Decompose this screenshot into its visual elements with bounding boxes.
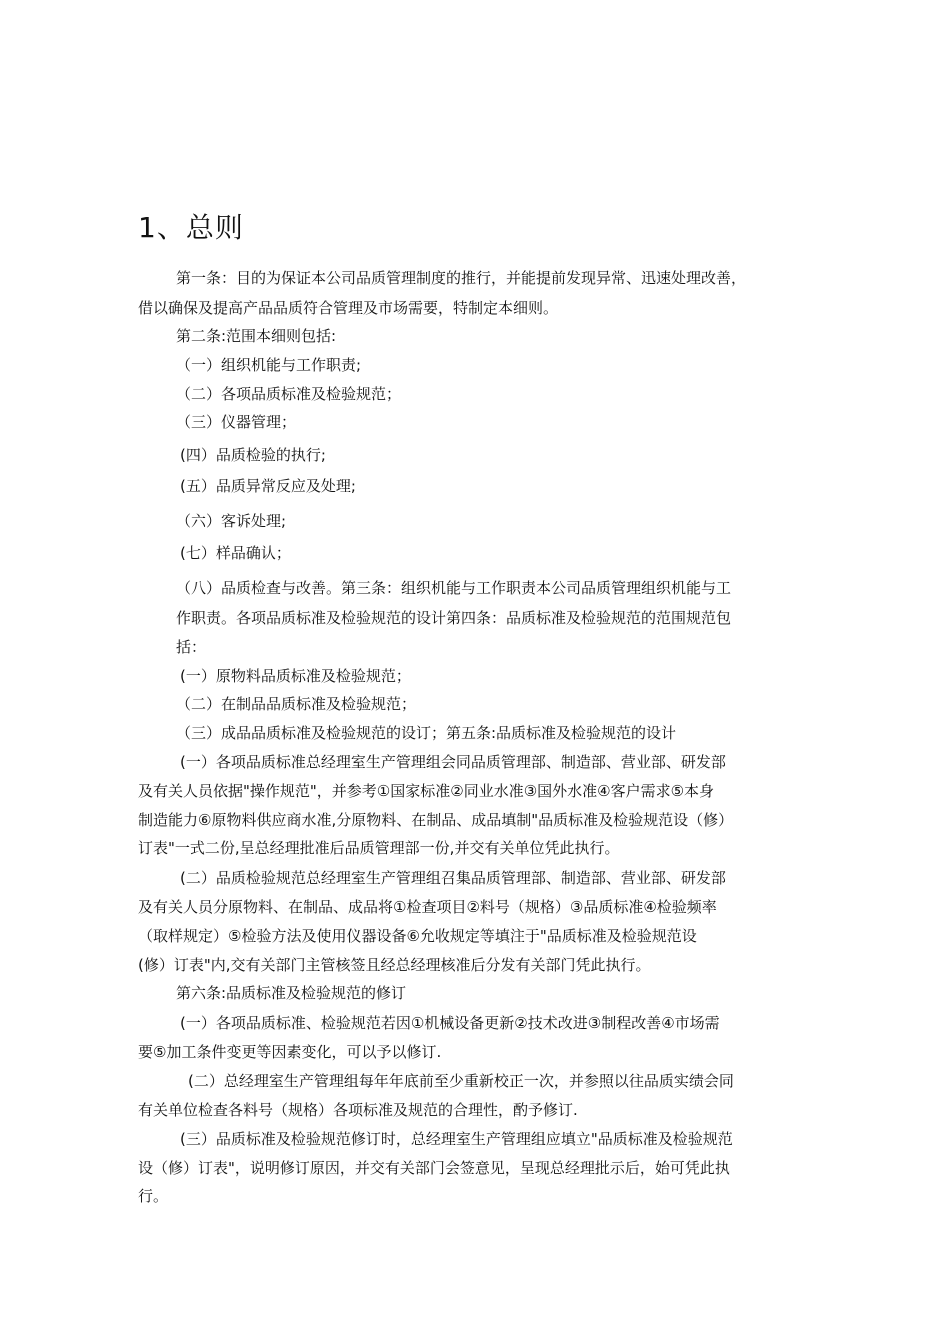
text-line: （六）客诉处理;	[176, 512, 287, 530]
text-line: (一）原物料品质标准及检验规范；	[180, 667, 411, 685]
section-heading: 1、总则	[138, 211, 244, 244]
text-line: 第二条:范围本细则包括:	[176, 327, 337, 345]
text-line: (二）总经理室生产管理组每年年底前至少重新校正一次，并参照以往品质实绩会同	[188, 1072, 734, 1090]
text-line: 设（修）订表"，说明修订原因，并交有关部门会签意见，呈现总经理批示后，始可凭此执	[138, 1159, 730, 1177]
text-line: (七）样品确认；	[180, 544, 291, 562]
text-line: (三）品质标准及检验规范修订时，总经理室生产管理组应填立"品质标准及检验规范	[180, 1130, 733, 1148]
text-line: 订表"一式二份,呈总经理批准后品质管理部一份,并交有关单位凭此执行。	[138, 839, 620, 857]
text-line: (二）品质检验规范总经理室生产管理组召集品质管理部、制造部、营业部、研发部	[180, 869, 726, 887]
text-line: 有关单位检查各料号（规格）各项标准及规范的合理性，酌予修订.	[138, 1101, 578, 1119]
text-line: 第六条:品质标准及检验规范的修订	[176, 984, 407, 1002]
text-line: 括：	[176, 638, 207, 656]
text-line: 借以确保及提高产品品质符合管理及市场需要，特制定本细则。	[138, 299, 559, 317]
text-line: 行。	[138, 1187, 169, 1205]
text-line: 制造能力⑥原物料供应商水准,分原物料、在制品、成品填制"品质标准及检验规范设（修）	[138, 811, 734, 829]
text-line: 第一条：目的为保证本公司品质管理制度的推行，并能提前发现异常、迅速处理改善，	[176, 269, 747, 287]
text-line: 及有关人员依据"操作规范"，并参考①国家标准②同业水准③国外水准④客户需求⑤本身	[138, 782, 715, 800]
text-line: （二）各项品质标准及检验规范；	[176, 385, 402, 403]
text-line: (修）订表"内,交有关部门主管核签且经总经理核准后分发有关部门凭此执行。	[138, 956, 651, 974]
text-line: （八）品质检查与改善。第三条：组织机能与工作职责本公司品质管理组织机能与工	[176, 579, 732, 597]
text-line: （三）成品品质标准及检验规范的设订；第五条:品质标准及检验规范的设计	[176, 724, 677, 742]
text-line: 及有关人员分原物料、在制品、成品将①检查项目②料号（规格）③品质标准④检验频率	[138, 898, 717, 916]
text-line: (五）品质异常反应及处理;	[180, 477, 356, 495]
text-line: （二）在制品品质标准及检验规范；	[176, 695, 417, 713]
text-line: 要⑤加工条件变更等因素变化，可以予以修订.	[138, 1043, 442, 1061]
text-line: （三）仪器管理；	[176, 413, 297, 431]
text-line: (一）各项品质标准、检验规范若因①机械设备更新②技术改进③制程改善④市场需	[180, 1014, 720, 1032]
text-line: (一）各项品质标准总经理室生产管理组会同品质管理部、制造部、营业部、研发部	[180, 753, 726, 771]
text-line: （一）组织机能与工作职责;	[176, 356, 362, 374]
text-line: (四）品质检验的执行;	[180, 446, 326, 464]
text-line: （取样规定）⑤检验方法及使用仪器设备⑥允收规定等填注于"品质标准及检验规范设	[138, 927, 697, 945]
text-line: 作职责。各项品质标准及检验规范的设计第四条：品质标准及检验规范的范围规范包	[176, 609, 732, 627]
